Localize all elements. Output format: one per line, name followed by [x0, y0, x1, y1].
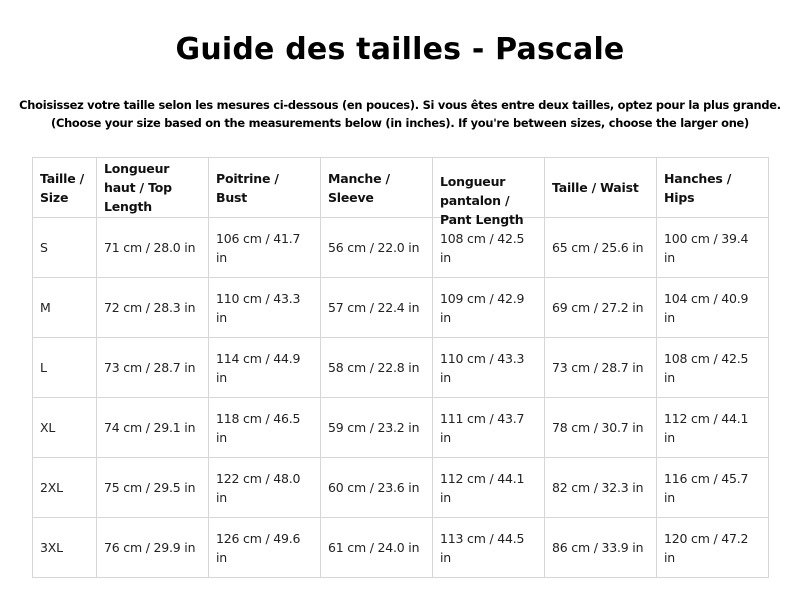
cell-hips: 120 cm / 47.2 in — [657, 518, 769, 578]
cell-hips: 116 cm / 45.7 in — [657, 458, 769, 518]
table-row — [33, 218, 769, 278]
cell-waist: 69 cm / 27.2 in — [545, 278, 657, 338]
cell-pant-length: 111 cm / 43.7 in — [433, 398, 545, 458]
cell-waist: 82 cm / 32.3 in — [545, 458, 657, 518]
cell-waist: 65 cm / 25.6 in — [545, 218, 657, 278]
cell-sleeve: 59 cm / 23.2 in — [321, 398, 433, 458]
header-size: Taille / Size — [33, 158, 97, 218]
size-chart-table — [32, 157, 769, 578]
cell-top-length: 71 cm / 28.0 in — [97, 218, 209, 278]
header-pant-length: Longueur pantalon / Pant Length — [433, 158, 545, 218]
intro-text — [0, 96, 800, 132]
page-title: Guide des tailles - Pascale — [175, 32, 625, 67]
cell-top-length: 75 cm / 29.5 in — [97, 458, 209, 518]
cell-waist: 78 cm / 30.7 in — [545, 398, 657, 458]
table-row — [33, 278, 769, 338]
cell-hips: 100 cm / 39.4 in — [657, 218, 769, 278]
cell-pant-length: 112 cm / 44.1 in — [433, 458, 545, 518]
cell-waist: 73 cm / 28.7 in — [545, 338, 657, 398]
cell-hips: 108 cm / 42.5 in — [657, 338, 769, 398]
cell-size: M — [33, 278, 97, 338]
cell-bust: 122 cm / 48.0 in — [209, 458, 321, 518]
cell-pant-length: 109 cm / 42.9 in — [433, 278, 545, 338]
cell-top-length: 76 cm / 29.9 in — [97, 518, 209, 578]
cell-size: L — [33, 338, 97, 398]
cell-hips: 112 cm / 44.1 in — [657, 398, 769, 458]
cell-top-length: 74 cm / 29.1 in — [97, 398, 209, 458]
cell-top-length: 73 cm / 28.7 in — [97, 338, 209, 398]
cell-sleeve: 60 cm / 23.6 in — [321, 458, 433, 518]
header-sleeve: Manche / Sleeve — [321, 158, 433, 218]
intro-english: (Choose your size based on the measurements below (in inches). If you're between sizes, choose the larger one) — [51, 116, 749, 130]
cell-sleeve: 56 cm / 22.0 in — [321, 218, 433, 278]
header-hips: Hanches / Hips — [657, 158, 769, 218]
table-row — [33, 458, 769, 518]
cell-sleeve: 61 cm / 24.0 in — [321, 518, 433, 578]
table-row — [33, 398, 769, 458]
cell-bust: 114 cm / 44.9 in — [209, 338, 321, 398]
cell-size: 3XL — [33, 518, 97, 578]
table-header-row — [33, 158, 769, 218]
header-top-length: Longueur haut / Top Length — [97, 158, 209, 218]
cell-waist: 86 cm / 33.9 in — [545, 518, 657, 578]
cell-sleeve: 58 cm / 22.8 in — [321, 338, 433, 398]
cell-top-length: 72 cm / 28.3 in — [97, 278, 209, 338]
intro-french: Choisissez votre taille selon les mesures ci-dessous (en pouces). Si vous êtes entre deux tailles, optez pour la plus grande. — [19, 98, 781, 112]
table-row — [33, 518, 769, 578]
cell-size: XL — [33, 398, 97, 458]
cell-pant-length: 108 cm / 42.5 in — [433, 218, 545, 278]
cell-bust: 110 cm / 43.3 in — [209, 278, 321, 338]
cell-bust: 118 cm / 46.5 in — [209, 398, 321, 458]
cell-hips: 104 cm / 40.9 in — [657, 278, 769, 338]
table-row — [33, 338, 769, 398]
cell-pant-length: 110 cm / 43.3 in — [433, 338, 545, 398]
cell-bust: 106 cm / 41.7 in — [209, 218, 321, 278]
header-waist: Taille / Waist — [545, 158, 657, 218]
cell-size: 2XL — [33, 458, 97, 518]
cell-sleeve: 57 cm / 22.4 in — [321, 278, 433, 338]
header-bust: Poitrine / Bust — [209, 158, 321, 218]
cell-size: S — [33, 218, 97, 278]
cell-bust: 126 cm / 49.6 in — [209, 518, 321, 578]
cell-pant-length: 113 cm / 44.5 in — [433, 518, 545, 578]
